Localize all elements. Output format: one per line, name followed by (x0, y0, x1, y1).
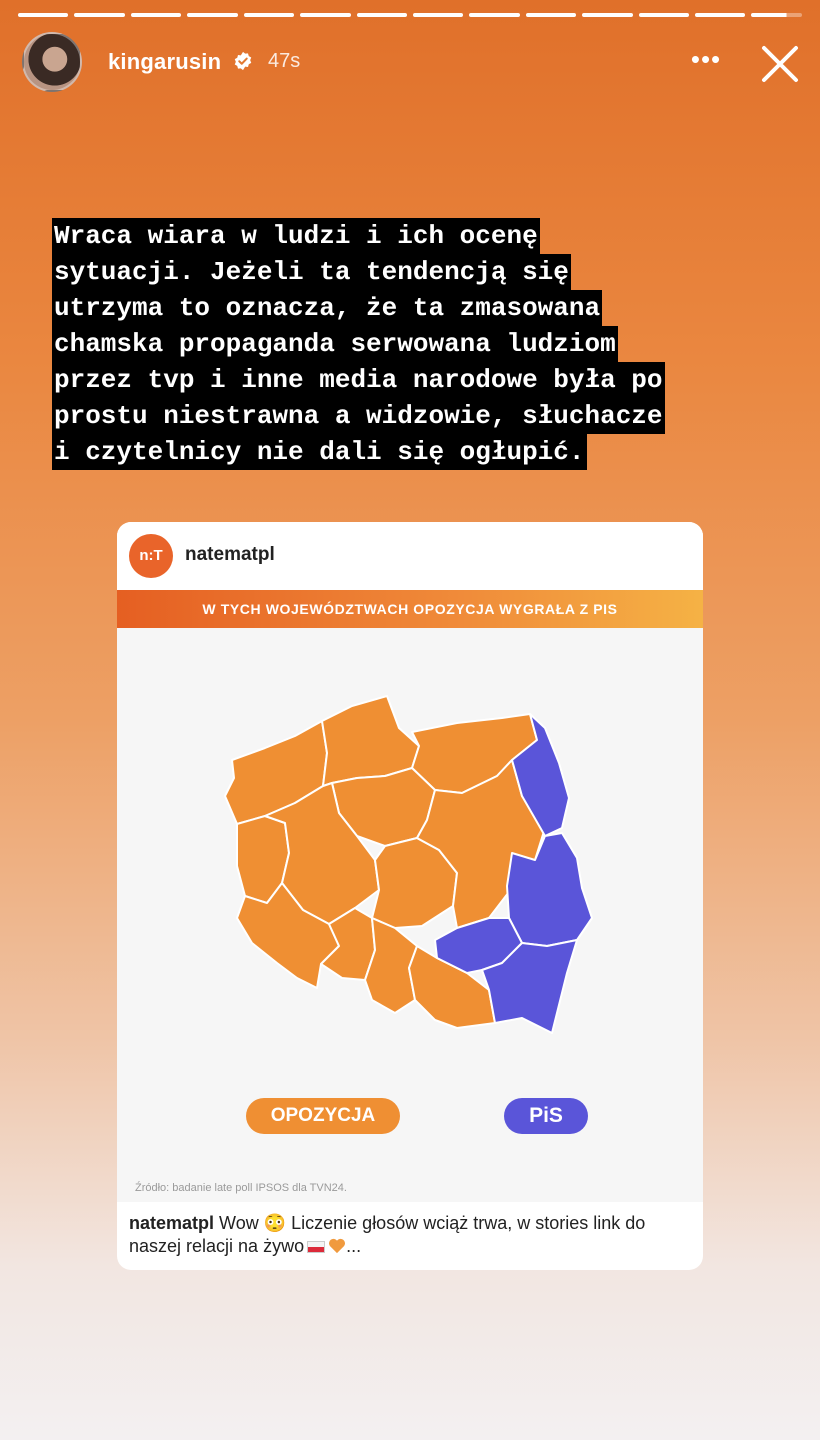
polish-flag-icon (307, 1241, 325, 1253)
map-source: Źródło: badanie late poll IPSOS dla TVN24. (135, 1182, 347, 1194)
caption-line: i czytelnicy nie dali się ogłupić. (52, 434, 587, 470)
shared-post-card[interactable] (117, 522, 703, 1270)
verified-badge-icon (233, 51, 253, 71)
caption-line: Wraca wiara w ludzi i ich ocenę (52, 218, 540, 254)
story-progress-bar (18, 13, 802, 17)
progress-segment (413, 13, 463, 17)
caption-line: prostu niestrawna a widzowie, słuchacze (52, 398, 665, 434)
progress-segment (469, 13, 519, 17)
map-banner: W TYCH WOJEWÓDZTWACH OPOZYCJA WYGRAŁA Z PIS (117, 590, 703, 628)
caption-line: chamska propaganda serwowana ludziom (52, 326, 618, 362)
progress-segment (639, 13, 689, 17)
map-graphic (117, 628, 703, 1202)
username[interactable]: kingarusin (108, 49, 222, 74)
progress-segment (582, 13, 632, 17)
progress-segment (526, 13, 576, 17)
shared-post-account[interactable]: natematpl (185, 544, 275, 565)
caption-text: Wow 😳 Liczenie głosów wciąż trwa, w stories link do naszej relacji na żywo (129, 1213, 646, 1256)
orange-heart-icon (328, 1238, 346, 1254)
progress-segment (131, 13, 181, 17)
story-time: 47s (268, 50, 301, 72)
shared-post-header (117, 522, 703, 590)
natemat-logo[interactable]: n:T (129, 534, 173, 578)
progress-segment (74, 13, 124, 17)
progress-segment (751, 13, 801, 17)
caption-line: utrzyma to oznacza, że ta zmasowana (52, 290, 602, 326)
close-icon[interactable] (758, 42, 802, 86)
story-header (22, 32, 802, 92)
progress-segment (357, 13, 407, 17)
progress-segment (244, 13, 294, 17)
caption-line: przez tvp i inne media narodowe była po (52, 362, 665, 398)
progress-segment (18, 13, 68, 17)
more-horizontal-icon[interactable]: ••• (690, 44, 722, 74)
progress-segment (695, 13, 745, 17)
avatar[interactable] (22, 32, 82, 92)
caption-account[interactable]: natematpl (129, 1213, 215, 1233)
caption-ellipsis: ... (346, 1236, 362, 1256)
caption-line: sytuacji. Jeżeli ta tendencją się (52, 254, 571, 290)
progress-segment (300, 13, 350, 17)
progress-segment (187, 13, 237, 17)
legend-opposition: OPOZYCJA (246, 1098, 400, 1134)
story-caption (52, 218, 812, 470)
poland-voivodeship-map (117, 628, 703, 1202)
shared-post-caption (129, 1212, 699, 1258)
legend-pis: PiS (504, 1098, 588, 1134)
